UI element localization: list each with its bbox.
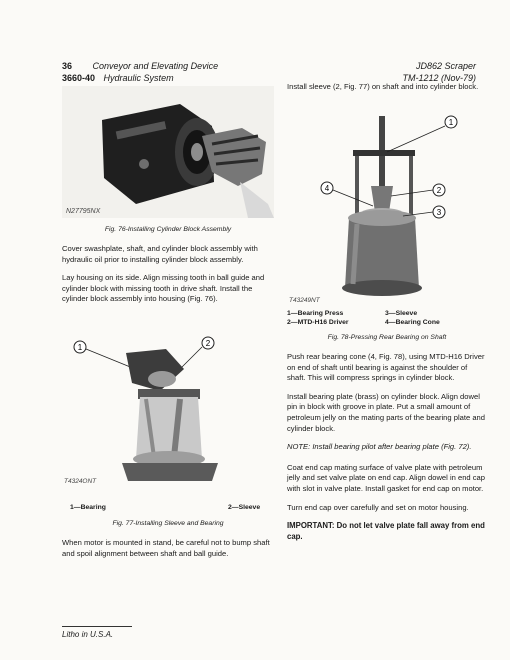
fig78-legend-bearing-press: 1—Bearing Press — [287, 310, 344, 317]
paragraph-push-bearing: Push rear bearing cone (4, Fig. 78), using MTD-H16 Driver on end of shaft until bearing is against the shoulder of shaft. This will compress springs in cylinder block. — [287, 352, 485, 383]
important-warning: IMPORTANT: Do not let valve plate fall away from end cap. — [287, 521, 485, 541]
fig77-callout-1: 1 — [77, 343, 83, 352]
fig76-caption: Fig. 76-Installing Cylinder Block Assembly — [104, 226, 232, 233]
fig77-legend-bearing: 1—Bearing — [70, 504, 106, 511]
fig78-legend-sleeve: 3—Sleeve — [385, 310, 418, 317]
fig78-callout-3: 3 — [436, 208, 442, 217]
fig78-callout-1: 1 — [448, 118, 454, 127]
fig76-photo — [62, 86, 274, 218]
fig77-callout-2: 2 — [205, 339, 211, 348]
fig78-legend-driver: 2—MTD-H16 Driver — [287, 319, 349, 326]
paragraph-install-plate: Install bearing plate (brass) on cylinder block. Align dowel pin in block with groove in plate. Put a small amount of petroleum jelly on the mating parts of the bearing plate and cylinder block. — [287, 391, 485, 433]
right-intro-block — [287, 82, 487, 93]
paragraph-lay-housing: Lay housing on its side. Align missing tooth in ball guide and cylinder block with missing tooth in drive shaft. Install the cylinder block assembly into housing (Fig. 76). — [62, 273, 265, 304]
fig77-legend-sleeve: 2—Sleeve — [228, 504, 261, 511]
fig77-image-code: T4324ONT — [64, 478, 97, 485]
paragraph-turn-end-cap: Turn end cap over carefully and set on motor housing. — [287, 502, 469, 512]
fig77-photo — [62, 335, 274, 500]
paragraph-cover-swashplate: Cover swashplate, shaft, and cylinder block assembly with hydraulic oil prior to installing cylinder block assembly. — [62, 244, 258, 264]
fig78-image-code: T43249NT — [289, 297, 320, 304]
section-title: Conveyor and Elevating Device — [92, 61, 219, 71]
paragraph-install-sleeve: Install sleeve (2, Fig. 77) on shaft and into cylinder block. — [287, 82, 479, 91]
fig78-callout-4: 4 — [324, 184, 330, 193]
fig76-image-code: N27795NX — [66, 208, 101, 215]
fig78-callout-2: 2 — [436, 186, 442, 195]
section-subtitle: Hydraulic System — [103, 73, 174, 83]
fig78-photo — [287, 108, 487, 306]
model-name: JD862 Scraper — [415, 61, 476, 71]
manual-number: TM-1212 — [402, 73, 439, 83]
left-text-block — [62, 244, 274, 305]
section-code: 3660-40 — [62, 73, 96, 83]
right-text-block — [287, 352, 487, 542]
manual-date: (Nov-79) — [440, 73, 476, 83]
note-bearing-pilot: NOTE: Install bearing pilot after bearing plate (Fig. 72). — [287, 442, 472, 452]
fig78-caption: Fig. 78-Pressing Rear Bearing on Shaft — [327, 334, 447, 341]
paragraph-coat-end-cap: Coat end cap mating surface of valve plate with petroleum jelly and set valve plate on end cap. Align dowel in end cap with slot in valve plate. Install gasket for end cap on motor. — [287, 462, 485, 493]
page-number: 36 — [62, 61, 73, 71]
header-right — [402, 60, 476, 84]
left-bottom-block — [62, 538, 274, 559]
fig77-caption: Fig. 77-Installing Sleeve and Bearing — [112, 520, 224, 527]
paragraph-motor-mounted: When motor is mounted in stand, be careful not to bump shaft and spoil alignment between shaft and ball guide. — [62, 538, 270, 558]
fig78-legend-bearing-cone: 4—Bearing Cone — [385, 319, 440, 326]
footer-rule — [62, 626, 132, 627]
header-left — [62, 60, 218, 84]
footer-litho: Litho in U.S.A. — [62, 630, 114, 639]
